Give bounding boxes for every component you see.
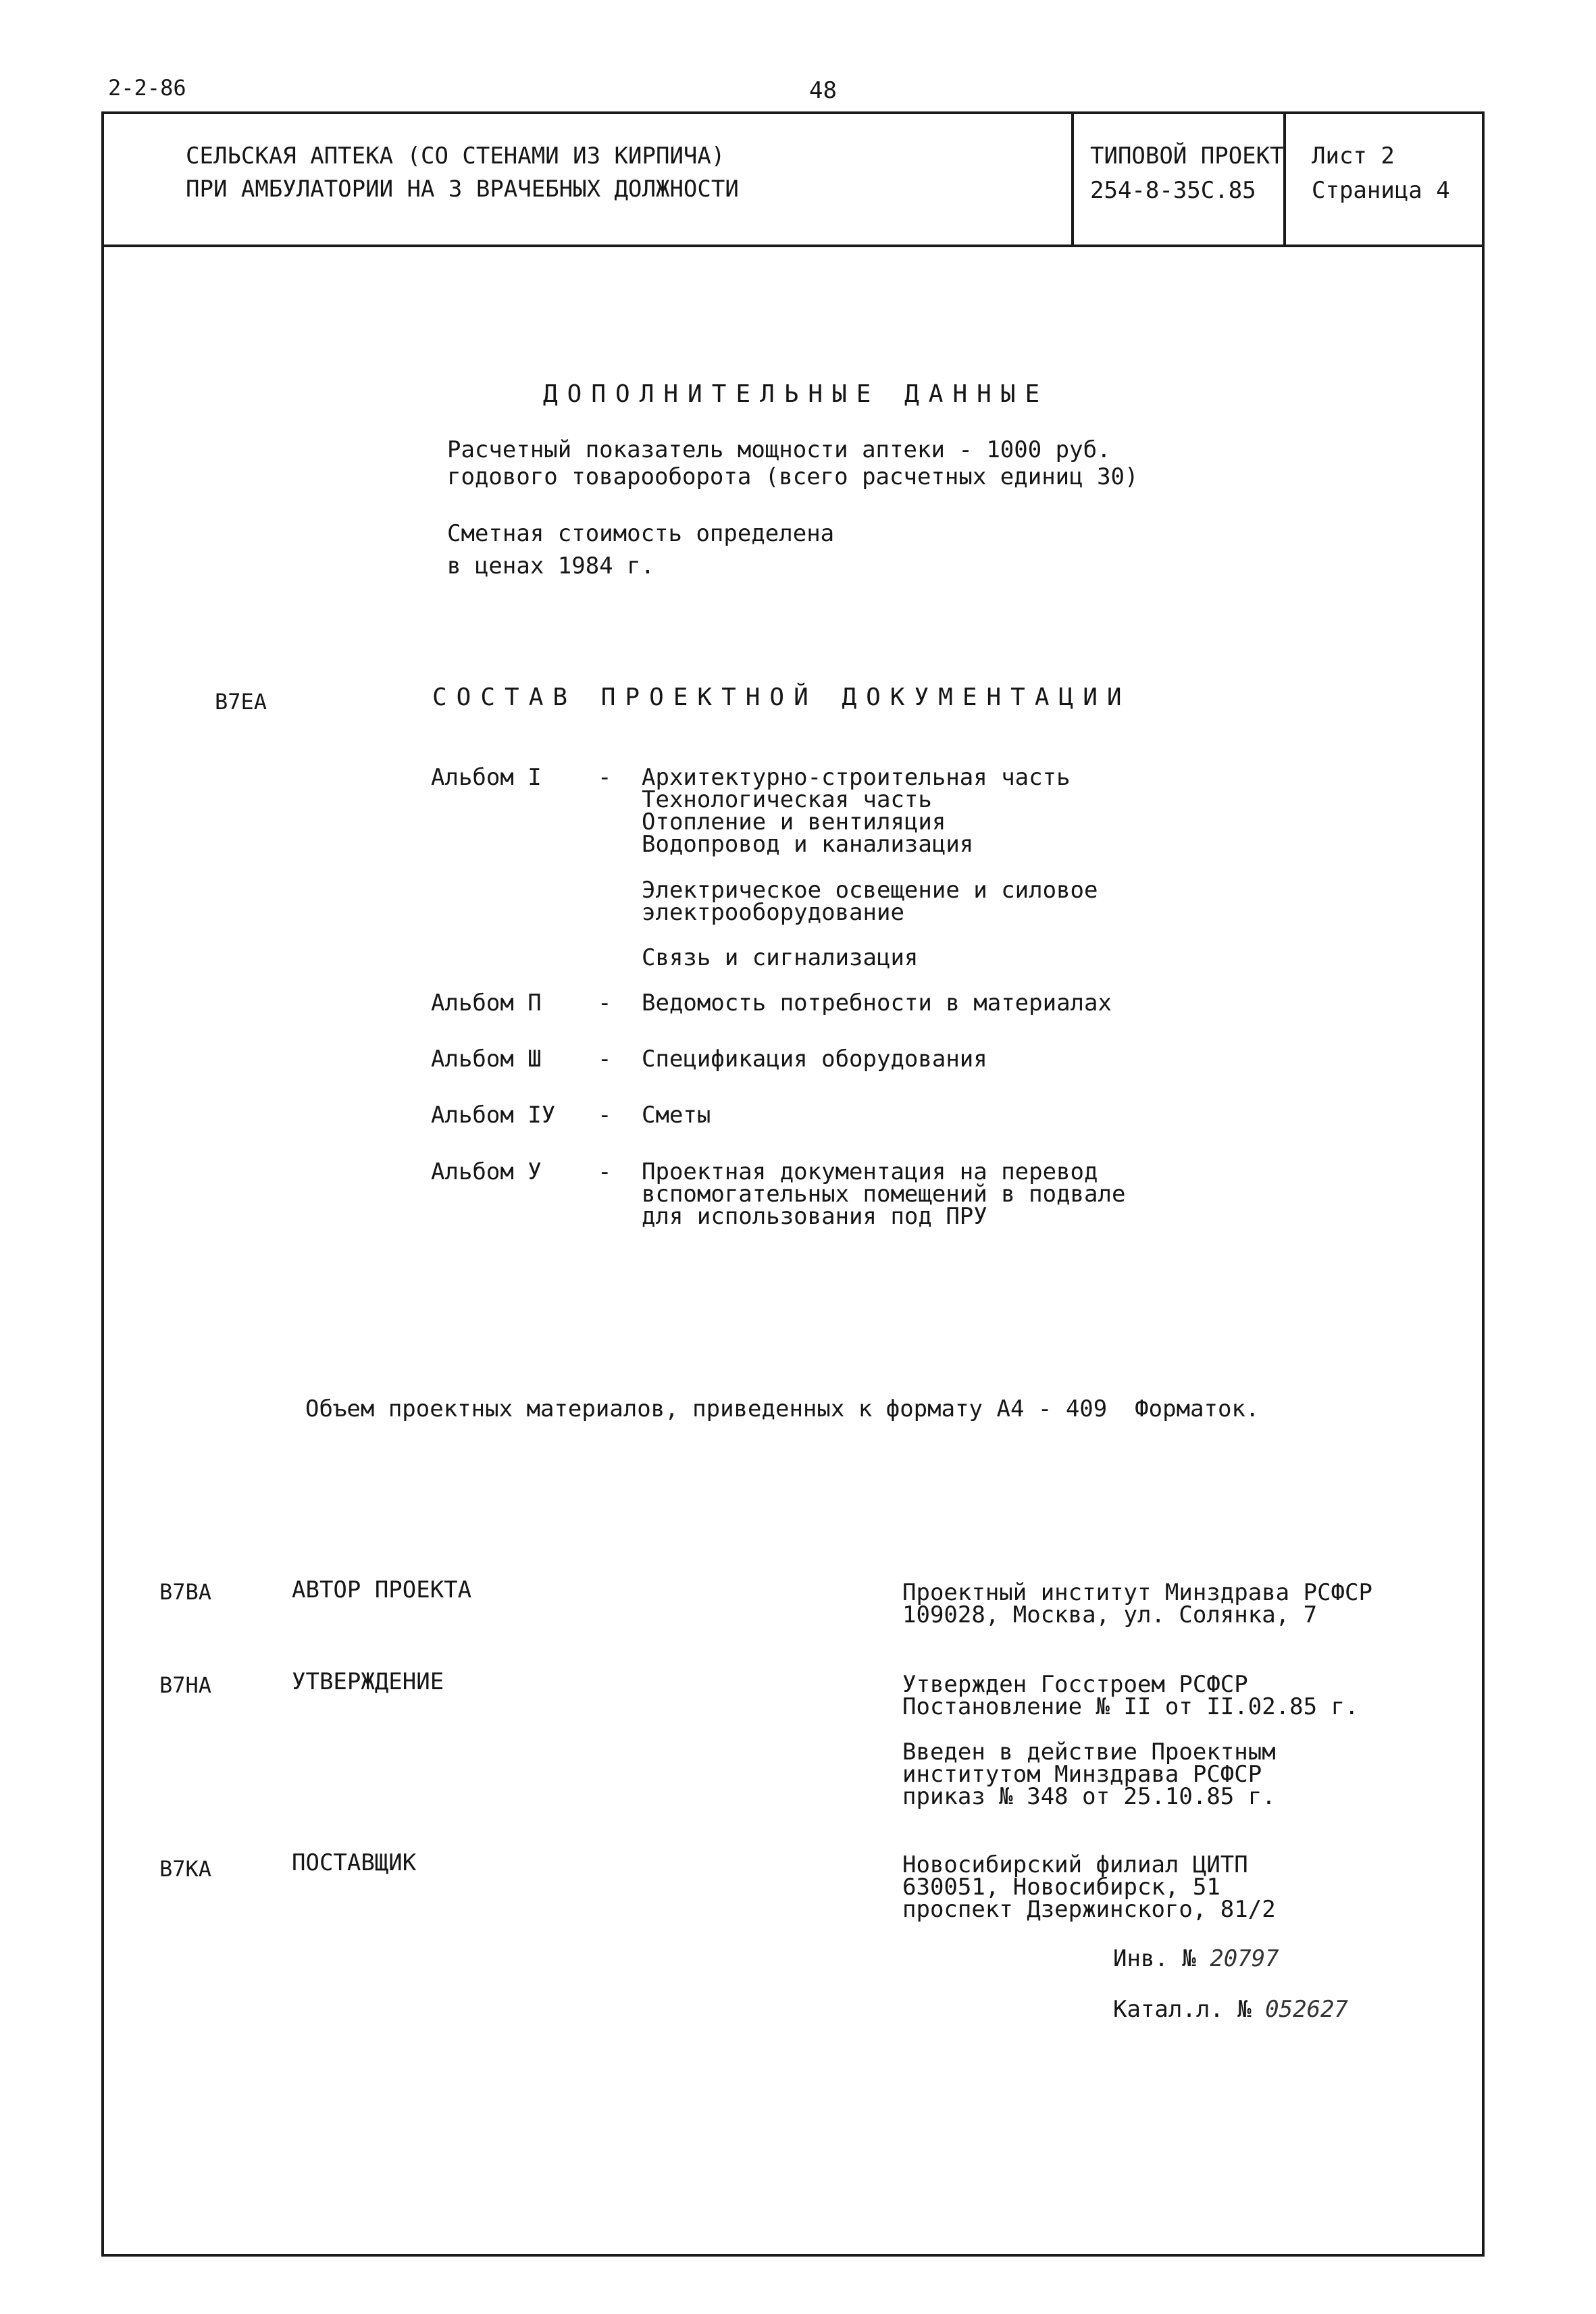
approval-line: Постановление № II от II.02.85 г. (902, 1693, 1359, 1720)
album-dash: - (598, 1102, 612, 1129)
album-dash: - (598, 989, 612, 1017)
document-code: 2-2-86 (108, 75, 186, 101)
album-item: Связь и сигнализация (642, 944, 919, 971)
album-dash: - (598, 764, 612, 791)
project-type: ТИПОВОЙ ПРОЕКТ (1090, 143, 1284, 170)
capacity-line2: годового товарооборота (всего расчетных единиц 30) (447, 463, 1139, 490)
author-line: Проектный институт Минздрава РСФСР (902, 1579, 1372, 1606)
title-block-separator-2 (1283, 111, 1286, 246)
album-name: Альбом Ш (431, 1046, 542, 1073)
approval-label: УТВЕРЖДЕНИЕ (292, 1668, 444, 1695)
catalog-value: 052627 (1265, 1996, 1348, 2023)
additional-data-heading: ДОПОЛНИТЕЛЬНЫЕ ДАННЫЕ (543, 380, 1050, 408)
inventory-value: 20797 (1210, 1945, 1279, 1972)
album-item: для использования под ПРУ (642, 1203, 987, 1230)
approval-line: Утвержден Госстроем РСФСР (902, 1671, 1248, 1698)
title-block-separator-1 (1071, 111, 1074, 246)
supplier-line: проспект Дзержинского, 81/2 (902, 1896, 1276, 1923)
supplier-line: 630051, Новосибирск, 51 (902, 1874, 1220, 1901)
object-name-line1: СЕЛЬСКАЯ АПТЕКА (СО СТЕНАМИ ИЗ КИРПИЧА) (186, 143, 725, 170)
supplier-label: ПОСТАВЩИК (292, 1849, 417, 1876)
album-name: Альбом IУ (431, 1102, 556, 1129)
inventory-label: Инв. № (1113, 1945, 1210, 1972)
author-label: АВТОР ПРОЕКТА (292, 1576, 472, 1603)
album-item: Отопление и вентиляция (642, 808, 946, 835)
album-dash: - (598, 1046, 612, 1073)
supplier-line: Новосибирский филиал ЦИТП (902, 1851, 1248, 1878)
album-item: Архитектурно-строительная часть (642, 764, 1071, 791)
catalog-label: Катал.л. № (1113, 1996, 1266, 2023)
approval-line: Введен в действие Проектным (902, 1739, 1276, 1766)
album-item: Технологическая часть (642, 786, 932, 813)
title-block-divider (101, 245, 1485, 247)
album-item: Водопровод и канализация (642, 831, 974, 858)
album-item: Спецификация оборудования (642, 1046, 987, 1073)
inventory-number (1113, 1947, 1279, 1971)
page-label: Страница 4 (1312, 177, 1450, 204)
sheet-number: Лист 2 (1312, 143, 1395, 170)
volume-statement: Объем проектных материалов, приведенных к формату А4 - 409 Форматок. (305, 1395, 1260, 1422)
cost-line1: Сметная стоимость определена (447, 520, 835, 547)
author-line: 109028, Москва, ул. Солянка, 7 (902, 1601, 1318, 1628)
page-number: 48 (809, 77, 837, 104)
album-item: Ведомость потребности в материалах (642, 989, 1112, 1017)
project-number: 254-8-35С.85 (1090, 177, 1256, 204)
cost-line2: в ценах 1984 г. (447, 552, 655, 580)
album-name: Альбом I (431, 764, 542, 791)
capacity-line1: Расчетный показатель мощности аптеки - 1000 руб. (447, 436, 1111, 463)
album-dash: - (598, 1158, 612, 1185)
album-item: Сметы (642, 1102, 711, 1129)
supplier-code: B7KA (159, 1856, 212, 1882)
album-name: Альбом У (431, 1158, 542, 1185)
album-item: Электрическое освещение и силовое (642, 877, 1098, 904)
approval-line: приказ № 348 от 25.10.85 г. (902, 1783, 1276, 1810)
album-item: электрооборудование (642, 899, 904, 926)
composition-code: B7EA (215, 689, 267, 715)
approval-line: институтом Минздрава РСФСР (902, 1761, 1262, 1788)
object-name-line2: ПРИ АМБУЛАТОРИИ НА 3 ВРАЧЕБНЫХ ДОЛЖНОСТИ (186, 176, 739, 203)
author-code: B7BA (159, 1579, 212, 1605)
album-item: Проектная документация на перевод (642, 1158, 1098, 1185)
composition-heading: СОСТАВ ПРОЕКТНОЙ ДОКУМЕНТАЦИИ (432, 684, 1131, 711)
approval-code: B7HA (159, 1672, 212, 1698)
catalog-number (1113, 1997, 1348, 2022)
album-name: Альбом П (431, 989, 542, 1017)
album-item: вспомогательных помещений в подвале (642, 1181, 1126, 1208)
